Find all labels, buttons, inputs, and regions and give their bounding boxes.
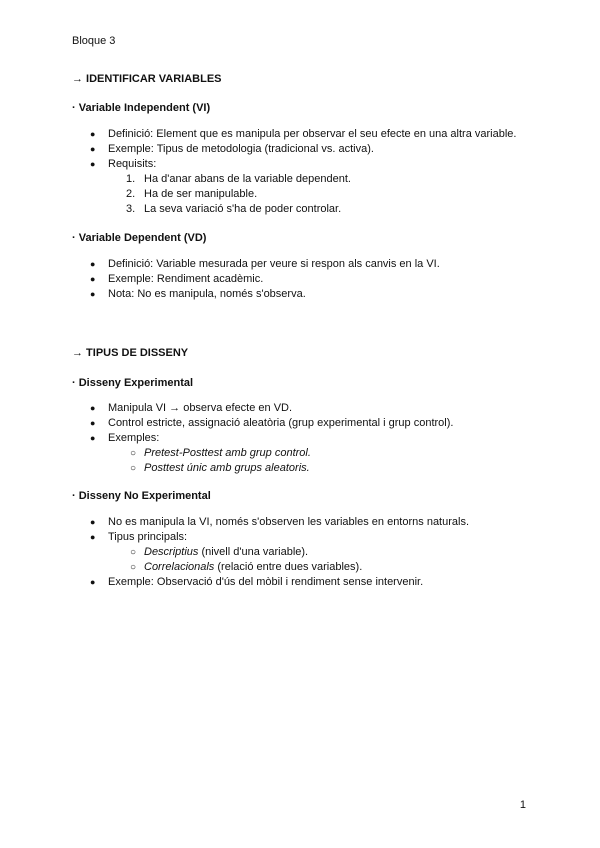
bullet-icon: ● [90, 144, 96, 154]
list-item [72, 287, 440, 302]
list-item [72, 157, 516, 172]
noexp-list [72, 515, 469, 590]
list-item [72, 401, 453, 416]
bullet-icon: ● [90, 418, 96, 428]
bullet-icon: ● [90, 274, 96, 284]
section-title-identificar-variables: → IDENTIFICAR VARIABLES [72, 73, 222, 85]
sub-list-item-text: (relació entre dues variables). [214, 561, 363, 573]
list-item-text: Definició: Element que es manipula per observar el seu efecte en una altra variable. [108, 128, 517, 140]
numbered-item [72, 202, 516, 217]
list-item [72, 272, 440, 287]
list-item-text: Requisits: [108, 158, 157, 170]
hollow-bullet-icon: ○ [130, 448, 137, 459]
bullet-icon: ● [90, 517, 96, 527]
bullet-icon: ● [90, 129, 96, 139]
list-item [72, 127, 516, 142]
list-item [72, 575, 469, 590]
page-header: Bloque 3 [72, 35, 116, 47]
vi-list [72, 127, 516, 217]
list-item [72, 416, 453, 431]
list-item [72, 431, 453, 446]
item-number: 2. [126, 188, 136, 200]
list-item [72, 530, 469, 545]
bullet-icon: ● [90, 159, 96, 169]
subtitle-variable-dependent: · Variable Dependent (VD) [72, 232, 207, 244]
hollow-bullet-icon: ○ [130, 562, 137, 573]
sub-list-item [72, 461, 453, 476]
list-item-text: Definició: Variable mesurada per veure si respon als canvis en la VI. [108, 258, 440, 270]
list-item-text: Exemple: Rendiment acadèmic. [108, 273, 264, 285]
sub-list-item-text: Posttest únic amb grups aleatoris. [144, 462, 310, 474]
numbered-item-text: Ha d'anar abans de la variable dependent. [144, 173, 351, 185]
list-item [72, 257, 440, 272]
list-item [72, 515, 469, 530]
list-item-text: Nota: No es manipula, només s'observa. [108, 288, 306, 300]
bullet-icon: ● [90, 532, 96, 542]
numbered-item-text: Ha de ser manipulable. [144, 188, 258, 200]
page-number: 1 [519, 799, 526, 811]
item-number: 1. [126, 173, 136, 185]
item-number: 3. [126, 203, 136, 215]
bullet-icon: ● [90, 433, 96, 443]
list-item [72, 142, 516, 157]
bullet-icon: ● [90, 577, 96, 587]
hollow-bullet-icon: ○ [130, 463, 137, 474]
subtitle-disseny-experimental: · Disseny Experimental [72, 377, 194, 389]
hollow-bullet-icon: ○ [130, 547, 137, 558]
numbered-item [72, 187, 516, 202]
sub-list-item-text: Pretest-Posttest amb grup control. [144, 447, 311, 459]
list-item-text: No es manipula la VI, només s'observen les variables en entorns naturals. [108, 516, 470, 528]
sub-list-item [72, 545, 469, 560]
bullet-icon: ● [90, 289, 96, 299]
list-item-text: Exemple: Observació d'ús del mòbil i rendiment sense intervenir. [108, 576, 424, 588]
list-item-text: Manipula VI → observa efecte en VD. [108, 402, 293, 414]
subtitle-disseny-no-experimental: · Disseny No Experimental [72, 490, 211, 502]
exp-list [72, 401, 453, 476]
section-title-tipus-disseny: → TIPUS DE DISSENY [72, 347, 189, 359]
list-item-text: Exemple: Tipus de metodologia (tradicional vs. activa). [108, 143, 374, 155]
sub-list-item-italic: Correlacionals [144, 561, 215, 573]
sub-list-item-italic: Descriptius [144, 546, 199, 558]
numbered-item-text: La seva variació s'ha de poder controlar. [144, 203, 342, 215]
numbered-item [72, 172, 516, 187]
bullet-icon: ● [90, 403, 96, 413]
list-item-text: Control estricte, assignació aleatòria (grup experimental i grup control). [108, 417, 454, 429]
list-item-text: Tipus principals: [108, 531, 188, 543]
sub-list-item-text: (nivell d'una variable). [198, 546, 309, 558]
vd-list [72, 257, 440, 302]
sub-list-item [72, 560, 469, 575]
bullet-icon: ● [90, 259, 96, 269]
list-item-text: Exemples: [108, 432, 160, 444]
sub-list-item [72, 446, 453, 461]
subtitle-variable-independent: · Variable Independent (VI) [72, 102, 211, 114]
